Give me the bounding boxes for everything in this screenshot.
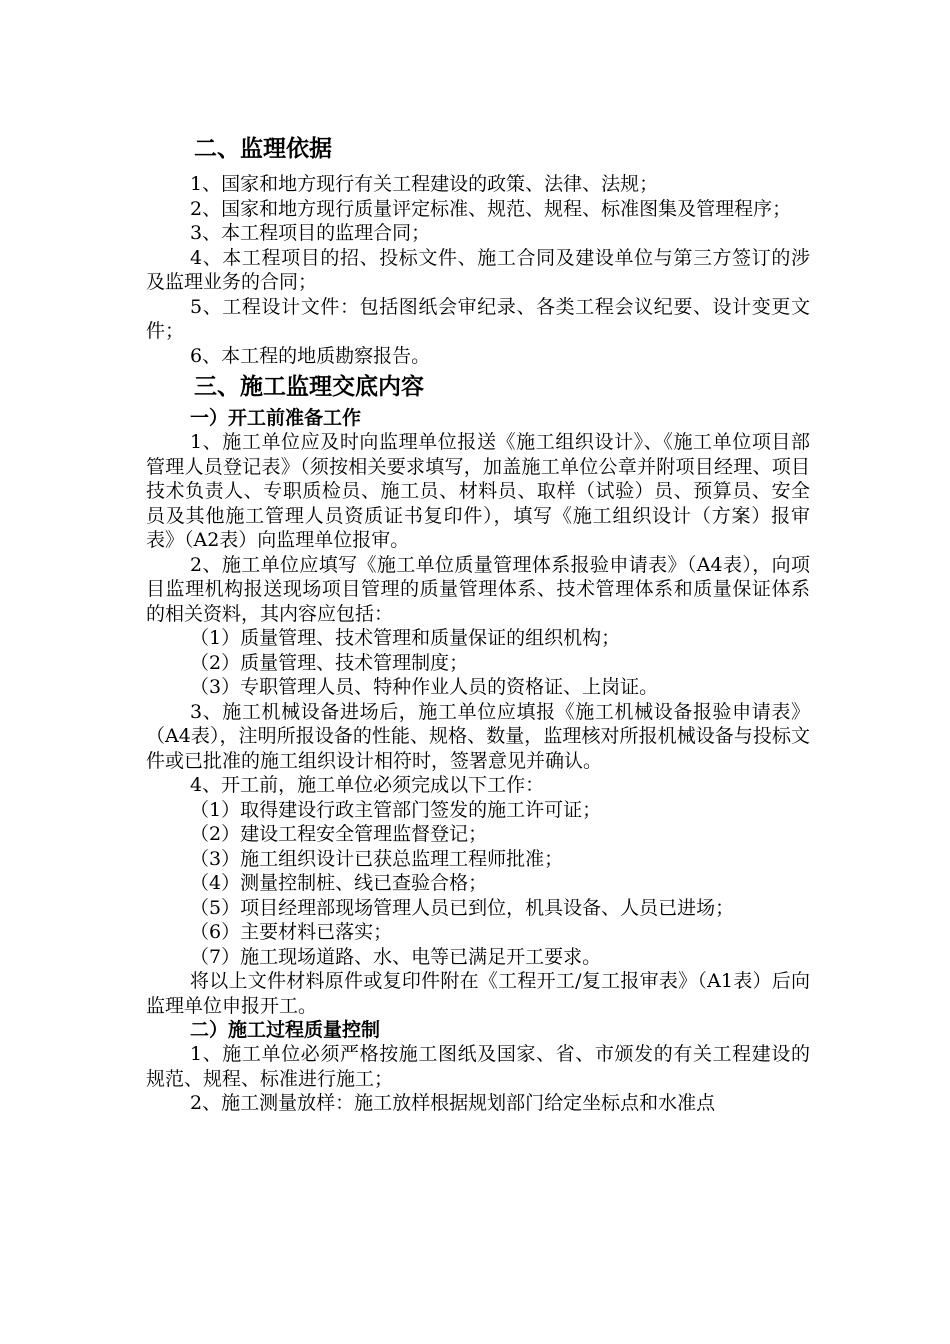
section-heading-briefing: 三、施工监理交底内容 (194, 374, 424, 400)
basis-item: 1、国家和地方现行有关工程建设的政策、法律、法规； (190, 173, 659, 195)
list-item: （4）测量控制桩、线已查验合格； (190, 872, 488, 894)
list-item: （3）施工组织设计已获总监理工程师批准； (190, 847, 564, 870)
section-heading-basis: 二、监理依据 (194, 136, 332, 162)
list-item: （3）专职管理人员、特种作业人员的资格证、上岗证。 (190, 676, 659, 698)
subsection-heading-quality-control: 二）施工过程质量控制 (190, 1019, 381, 1041)
basis-item: 2、国家和地方现行质量评定标准、规范、规程、标准图集及管理程序； (190, 197, 792, 220)
list-item: （7）施工现场道路、水、电等已满足开工要求。 (190, 945, 602, 968)
paragraph: 1、施工单位应及时向监理单位报送《施工组织设计》、《施工单位项目部管理人员登记表》（须按相关要求填写，加盖施工单位公章并附项目经理、项目技术负责人、专职质检员、施工员、材料员、取样（试验）员、预算员、安全员及其他施工管理人员资质证书复印件），填写《施工组织设计（方案）报审表》（A2表）向监理单位报审。 (146, 431, 810, 551)
list-item: （1）取得建设行政主管部门签发的施工许可证； (190, 798, 602, 821)
list-item: （2）建设工程安全管理监督登记； (190, 823, 488, 845)
paragraph: 4、开工前，施工单位必须完成以下工作： (190, 774, 545, 796)
list-item: （2）质量管理、技术管理制度； (190, 651, 469, 674)
list-item: （5）项目经理部现场管理人员已到位，机具设备、人员已进场； (190, 896, 735, 919)
document-body (146, 132, 810, 1116)
paragraph: 2、施工测量放样：施工放样根据规划部门给定坐标点和水准点 (190, 1092, 716, 1114)
basis-item: 5、工程设计文件：包括图纸会审纪录、各类工程会议纪要、设计变更文件； (146, 295, 810, 342)
subsection-heading-preparation: 一）开工前准备工作 (190, 407, 362, 429)
list-item: （6）主要材料已落实； (190, 921, 393, 943)
paragraph: 将以上文件材料原件或复印件附在《工程开工/复工报审表》（A1表）后向监理单位申报开工。 (146, 970, 810, 1017)
basis-item: 4、本工程项目的招、投标文件、施工合同及建设单位与第三方签订的涉及监理业务的合同； (146, 246, 810, 293)
list-item: （1）质量管理、技术管理和质量保证的组织机构； (190, 627, 621, 649)
basis-item: 6、本工程的地质勘察报告。 (190, 344, 431, 367)
paragraph: 3、施工机械设备进场后，施工单位应填报《施工机械设备报验申请表》（A4表），注明所报设备的性能、规格、数量，监理核对所报机械设备与投标文件或已批准的施工组织设计相符时，签署意见并确认。 (146, 700, 810, 772)
basis-item: 3、本工程项目的监理合同； (190, 222, 431, 244)
paragraph: 1、施工单位必须严格按施工图纸及国家、省、市颁发的有关工程建设的规范、规程、标准进行施工； (146, 1043, 810, 1090)
paragraph: 2、施工单位应填写《施工单位质量管理体系报验申请表》（A4表），向项目监理机构报送现场项目管理的质量管理体系、技术管理体系和质量保证体系的相关资料，其内容应包括： (146, 553, 810, 625)
